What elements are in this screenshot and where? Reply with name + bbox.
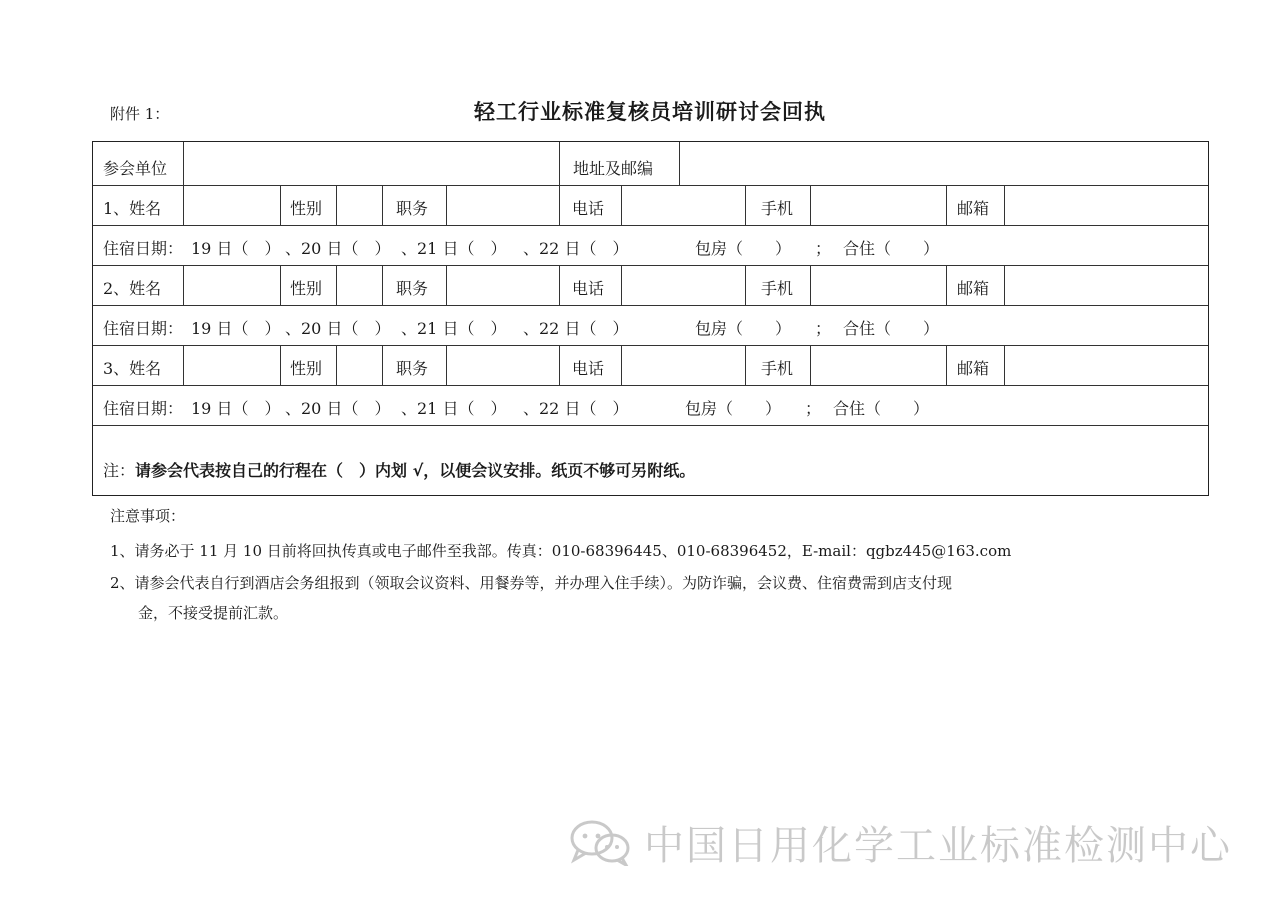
stay-row [103, 239, 1193, 261]
gender-field[interactable] [338, 187, 380, 223]
attachment-label: 附件 1： [110, 105, 170, 123]
stay-share[interactable]: 合住（ ） [843, 239, 940, 258]
stay-label: 住宿日期： [103, 399, 184, 418]
stay-room[interactable]: 包房（ ） [685, 399, 782, 418]
stay-day-22[interactable]: 、22 日（ ） [523, 239, 629, 258]
note-text: 请参会代表按自己的行程在（ ）内划 √，以便会议安排。纸页不够可另附纸。 [135, 461, 696, 480]
notes-item-1: 1、请务必于 11 月 10 日前将回执传真或电子邮件至我部。传真：010-68396445、010-68396452，E-mail：qgbz445@163.com [110, 542, 1012, 560]
stay-row [103, 319, 1193, 341]
email-label: 邮箱 [957, 279, 990, 298]
stay-label: 住宿日期： [103, 319, 184, 338]
stay-label: 住宿日期： [103, 239, 184, 258]
stay-day-19[interactable]: 19 日（ ） [191, 319, 281, 338]
stay-share[interactable]: 合住（ ） [843, 319, 940, 338]
position-field[interactable] [448, 187, 556, 223]
stay-separator: ； [805, 399, 822, 418]
mobile-label: 手机 [761, 199, 794, 218]
stay-row [103, 399, 1193, 421]
form-note [103, 458, 695, 481]
phone-label: 电话 [572, 359, 605, 378]
notes-item-2-continued: 金，不接受提前汇款。 [138, 604, 289, 622]
attendee-name-field[interactable] [185, 187, 277, 223]
stay-day-21[interactable]: 、21 日（ ） [401, 319, 507, 338]
wechat-icon [568, 818, 634, 866]
email-label: 邮箱 [957, 359, 990, 378]
gender-field[interactable] [338, 267, 380, 303]
stay-room[interactable]: 包房（ ） [695, 239, 792, 258]
email-field[interactable] [1006, 187, 1206, 223]
notes-title: 注意事项： [110, 507, 186, 525]
mobile-field[interactable] [812, 267, 943, 303]
position-label: 职务 [396, 279, 429, 298]
gender-label: 性别 [290, 279, 323, 298]
gender-field[interactable] [338, 347, 380, 383]
address-label: 地址及邮编 [573, 159, 654, 178]
attendee-name-field[interactable] [185, 347, 277, 383]
stay-day-20[interactable]: 、20 日（ ） [285, 319, 391, 338]
unit-field[interactable] [189, 152, 553, 178]
position-label: 职务 [396, 199, 429, 218]
stay-day-19[interactable]: 19 日（ ） [191, 399, 281, 418]
attendee-name-label: 2、姓名 [103, 279, 162, 298]
email-field[interactable] [1006, 267, 1206, 303]
position-field[interactable] [448, 347, 556, 383]
phone-label: 电话 [572, 279, 605, 298]
stay-day-21[interactable]: 、21 日（ ） [401, 239, 507, 258]
unit-label: 参会单位 [103, 159, 168, 178]
email-field[interactable] [1006, 347, 1206, 383]
phone-field[interactable] [623, 267, 743, 303]
stay-separator: ； [815, 319, 832, 338]
stay-day-20[interactable]: 、20 日（ ） [285, 399, 391, 418]
mobile-field[interactable] [812, 347, 943, 383]
attendee-name-label: 3、姓名 [103, 359, 162, 378]
stay-day-21[interactable]: 、21 日（ ） [401, 399, 507, 418]
attendee-name-label: 1、姓名 [103, 199, 162, 218]
rsvp-form [92, 141, 1209, 496]
watermark [568, 812, 1232, 872]
mobile-label: 手机 [761, 279, 794, 298]
email-label: 邮箱 [957, 199, 990, 218]
stay-separator: ； [815, 239, 832, 258]
notes-item-2: 2、请参会代表自行到酒店会务组报到（领取会议资料、用餐券等，并办理入住手续）。为防诈骗，会议费、住宿费需到店支付现 [110, 574, 953, 592]
phone-label: 电话 [572, 199, 605, 218]
stay-share[interactable]: 合住（ ） [833, 399, 930, 418]
stay-day-22[interactable]: 、22 日（ ） [523, 319, 629, 338]
stay-day-19[interactable]: 19 日（ ） [191, 239, 281, 258]
phone-field[interactable] [623, 347, 743, 383]
address-field[interactable] [685, 152, 1200, 178]
attendee-name-field[interactable] [185, 267, 277, 303]
stay-room[interactable]: 包房（ ） [695, 319, 792, 338]
mobile-field[interactable] [812, 187, 943, 223]
position-label: 职务 [396, 359, 429, 378]
gender-label: 性别 [290, 199, 323, 218]
phone-field[interactable] [623, 187, 743, 223]
stay-day-20[interactable]: 、20 日（ ） [285, 239, 391, 258]
position-field[interactable] [448, 267, 556, 303]
watermark-text: 中国日用化学工业标准检测中心 [644, 822, 1232, 869]
gender-label: 性别 [290, 359, 323, 378]
mobile-label: 手机 [761, 359, 794, 378]
stay-day-22[interactable]: 、22 日（ ） [523, 399, 629, 418]
note-label: 注： [103, 461, 136, 480]
page-title: 轻工行业标准复核员培训研讨会回执 [474, 100, 826, 124]
